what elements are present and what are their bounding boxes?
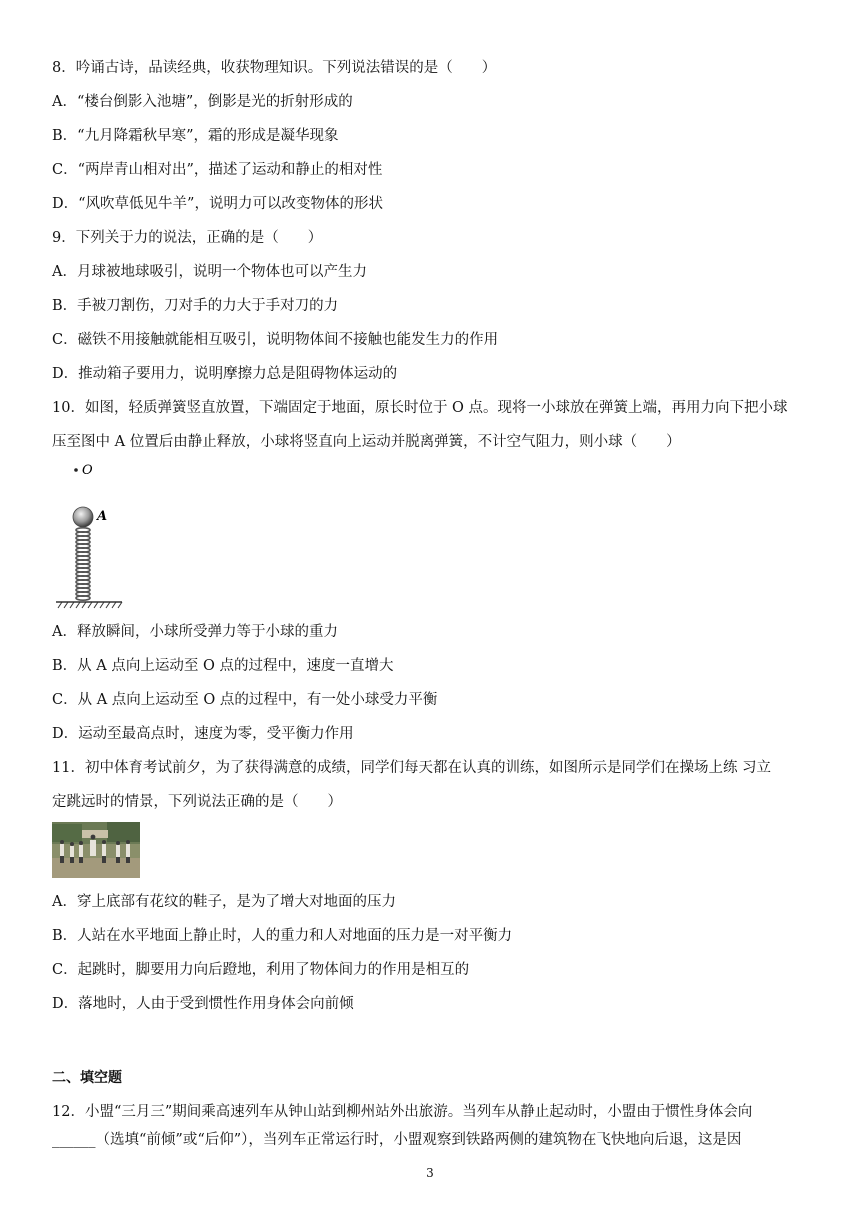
q12-line2: ______（选填“前倾”或“后仰”），当列车正常运行时，小盟观察到铁路两侧的建筑物在飞快地向后退，这是因 xyxy=(52,1132,742,1148)
q9-option-d: D．推动箱子要用力，说明摩擦力总是阻碍物体运动的 xyxy=(52,366,398,382)
q12-line1: 12．小盟“三月三”期间乘高速列车从钟山站到柳州站外出旅游。当列车从静止起动时，小盟由于惯性身体会向 xyxy=(52,1104,753,1120)
q10-option-c: C．从 A 点向上运动至 O 点的过程中，有一处小球受力平衡 xyxy=(52,692,438,708)
q10-stem-line2: 压至图中 A 位置后由静止释放，小球将竖直向上运动并脱离弹簧，不计空气阻力，则小球（ ） xyxy=(52,434,681,450)
section-heading: 二、填空题 xyxy=(52,1070,122,1086)
ball xyxy=(73,507,93,527)
q9-option-b: B．手被刀割伤，刀对手的力大于手对刀的力 xyxy=(52,298,339,314)
q11-option-c: C．起跳时，脚要用力向后蹬地，利用了物体间力的作用是相互的 xyxy=(52,962,470,978)
q11-stem-line2: 定跳远时的情景，下列说法正确的是（ ） xyxy=(52,794,342,810)
q11-option-d: D．落地时，人由于受到惯性作用身体会向前倾 xyxy=(52,996,354,1012)
q8-option-c: C．“两岸青山相对出”，描述了运动和静止的相对性 xyxy=(52,162,383,178)
spring-coil xyxy=(76,528,90,600)
q10-stem-line1: 10．如图，轻质弹簧竖直放置，下端固定于地面，原长时位于 O 点。现将一小球放在弹簧上端，再用力向下把小球 xyxy=(52,400,788,416)
q10-option-d: D．运动至最高点时，速度为零，受平衡力作用 xyxy=(52,726,354,742)
q11-option-a: A．穿上底部有花纹的鞋子，是为了增大对地面的压力 xyxy=(52,894,396,910)
label-a: A xyxy=(97,509,108,524)
label-o: O xyxy=(82,463,93,478)
page-number: 3 xyxy=(426,1166,434,1180)
q9-option-c: C．磁铁不用接触就能相互吸引，说明物体间不接触也能发生力的作用 xyxy=(52,332,499,348)
long-jump-photo xyxy=(52,822,140,878)
q10-option-b: B．从 A 点向上运动至 O 点的过程中，速度一直增大 xyxy=(52,658,394,674)
q8-option-a: A．“楼台倒影入池塘”，倒影是光的折射形成的 xyxy=(52,94,353,110)
spring-diagram xyxy=(52,458,132,610)
q11-option-b: B．人站在水平地面上静止时，人的重力和人对地面的压力是一对平衡力 xyxy=(52,928,513,944)
q8-option-d: D．“风吹草低见牛羊”，说明力可以改变物体的形状 xyxy=(52,196,383,212)
q9-option-a: A．月球被地球吸引，说明一个物体也可以产生力 xyxy=(52,264,367,280)
ground xyxy=(56,602,122,608)
q11-stem-line1: 11．初中体育考试前夕，为了获得满意的成绩，同学们每天都在认真的训练，如图所示是同学们在操场上练 习立 xyxy=(52,760,772,776)
q9-stem: 9．下列关于力的说法，正确的是（ ） xyxy=(52,230,323,246)
q8-option-b: B．“九月降霜秋早寒”，霜的形成是凝华现象 xyxy=(52,128,339,144)
point-o-marker xyxy=(74,468,78,472)
q10-option-a: A．释放瞬间，小球所受弹力等于小球的重力 xyxy=(52,624,338,640)
q8-stem: 8．吟诵古诗，品读经典，收获物理知识。下列说法错误的是（ ） xyxy=(52,60,497,76)
